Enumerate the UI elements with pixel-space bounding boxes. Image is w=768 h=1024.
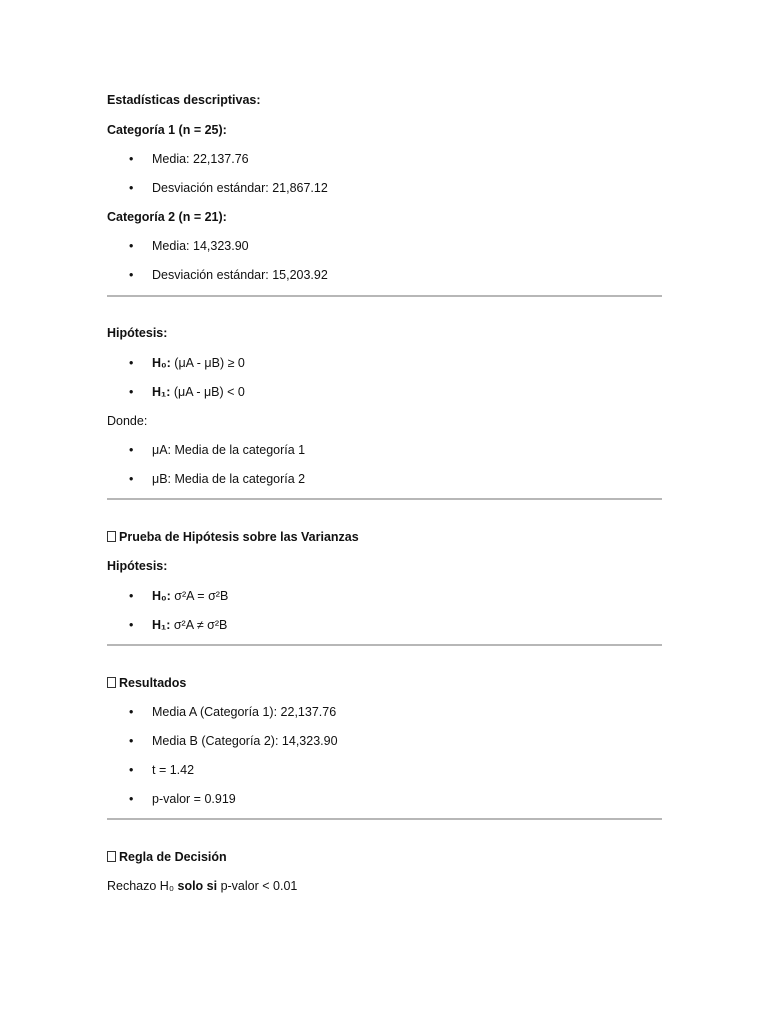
hyp-h1 (152, 384, 245, 400)
bullet-icon: • (129, 705, 134, 719)
var-heading-row (107, 529, 359, 545)
section-divider (107, 295, 662, 297)
bullet-icon: • (129, 734, 134, 748)
missing-glyph-icon (107, 531, 116, 542)
cat2-sd: Desviación estándar: 15,203.92 (152, 268, 328, 282)
hyp-h1-text: (μA - μB) < 0 (170, 385, 245, 399)
bullet-icon: • (129, 589, 134, 603)
var-h0 (152, 588, 228, 604)
section-divider (107, 644, 662, 646)
missing-glyph-icon (107, 677, 116, 688)
bullet-icon: • (129, 792, 134, 806)
hyp-h0-text: (μA - μB) ≥ 0 (170, 356, 245, 370)
missing-glyph-icon (107, 851, 116, 862)
res-t: t = 1.42 (152, 763, 195, 777)
bullet-icon: • (129, 618, 134, 632)
desc-heading: Estadísticas descriptivas: (107, 93, 261, 107)
cat2-mean: Media: 14,323.90 (152, 239, 249, 253)
bullet-icon: • (129, 763, 134, 777)
var-h0-label: H₀: (152, 589, 171, 603)
bullet-icon: • (129, 239, 134, 253)
var-h1-label: H₁: (152, 618, 171, 632)
hyp-h0-label: H₀: (152, 356, 171, 370)
rule-text (107, 878, 297, 894)
bullet-icon: • (129, 385, 134, 399)
var-heading: Prueba de Hipótesis sobre las Varianzas (119, 530, 359, 544)
res-mean-a: Media A (Categoría 1): 22,137.76 (152, 705, 337, 719)
bullet-icon: • (129, 181, 134, 195)
var-sub-heading: Hipótesis: (107, 559, 168, 573)
bullet-icon: • (129, 443, 134, 457)
res-heading: Resultados (119, 676, 187, 690)
cat2-title: Categoría 2 (n = 21): (107, 210, 227, 224)
var-h0-text: σ²A = σ²B (170, 589, 229, 603)
res-mean-b: Media B (Categoría 2): 14,323.90 (152, 734, 338, 748)
where-label: Donde: (107, 414, 148, 428)
bullet-icon: • (129, 268, 134, 282)
def-mu-a: μA: Media de la categoría 1 (152, 443, 306, 457)
bullet-icon: • (129, 356, 134, 370)
bullet-icon: • (129, 472, 134, 486)
hyp-h0 (152, 355, 245, 371)
rule-part3: p-valor < 0.01 (217, 879, 298, 893)
cat1-mean: Media: 22,137.76 (152, 152, 249, 166)
rule-part2: solo si (177, 879, 218, 893)
section-divider (107, 818, 662, 820)
rule-heading: Regla de Decisión (119, 850, 227, 864)
cat1-sd: Desviación estándar: 21,867.12 (152, 181, 328, 195)
rule-heading-row (107, 849, 227, 865)
section-divider (107, 498, 662, 500)
def-mu-b: μB: Media de la categoría 2 (152, 472, 306, 486)
bullet-icon: • (129, 152, 134, 166)
hyp-heading: Hipótesis: (107, 326, 168, 340)
cat1-title: Categoría 1 (n = 25): (107, 123, 227, 137)
res-heading-row (107, 675, 186, 691)
var-h1-text: σ²A ≠ σ²B (170, 618, 228, 632)
rule-part1: Rechazo H₀ (107, 879, 178, 893)
res-pvalue: p-valor = 0.919 (152, 792, 236, 806)
hyp-h1-label: H₁: (152, 385, 171, 399)
var-h1 (152, 617, 227, 633)
